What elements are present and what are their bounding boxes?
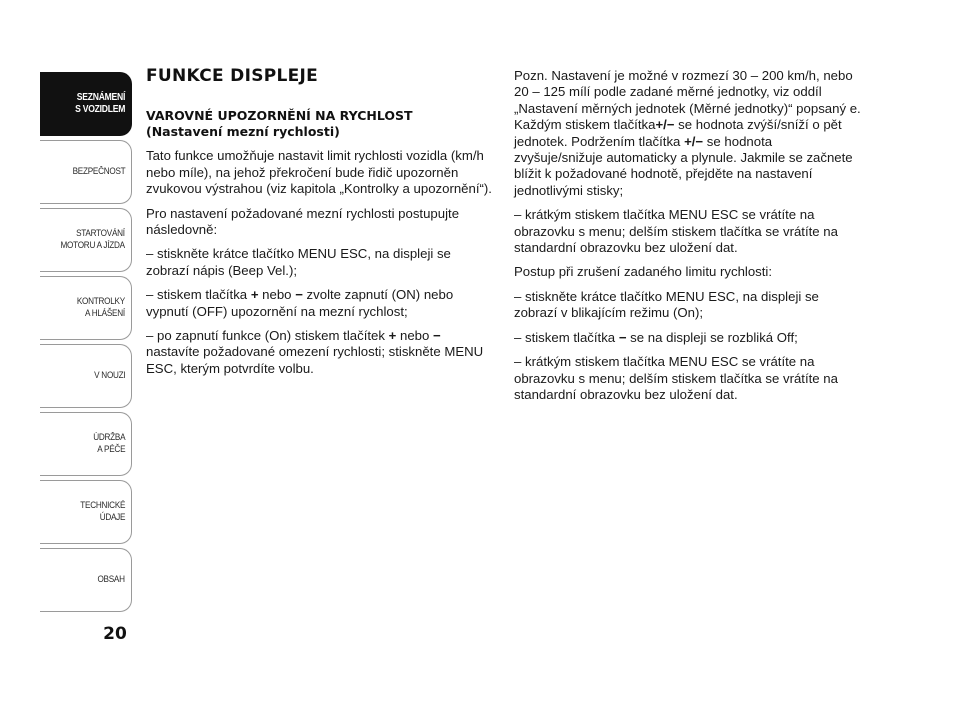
tab-label: BEZPEČNOST xyxy=(72,166,125,177)
text: – stiskem tlačítka xyxy=(146,287,251,303)
plus-minus-symbol: +/− xyxy=(655,117,675,133)
tab-obsah[interactable] xyxy=(40,548,132,612)
minus-symbol: − xyxy=(433,328,441,344)
section-title: FUNKCE DISPLEJE xyxy=(146,66,319,86)
text: – stiskem tlačítka xyxy=(514,329,619,345)
plus-symbol: + xyxy=(388,328,397,344)
step-3 xyxy=(146,328,496,377)
subheading xyxy=(146,108,496,140)
minus-symbol: − xyxy=(295,287,303,303)
left-column xyxy=(146,68,496,385)
subheading-line-2: (Nastavení mezní rychlosti) xyxy=(146,124,340,140)
cancel-step-1: – stiskněte krátce tlačítko MENU ESC, na displeji se zobrazí v blikajícím režimu (On); xyxy=(514,288,819,321)
chapter-tabs xyxy=(40,72,132,616)
text: nebo xyxy=(396,328,433,344)
text: zvolte zapnutí (ON) nebo vypnutí (OFF) upozornění na mezní rychlost; xyxy=(146,287,454,319)
tab-kontrolky-a-hlaseni[interactable] xyxy=(40,276,132,340)
tab-seznameni-s-vozidlem[interactable] xyxy=(40,72,132,136)
page-number: 20 xyxy=(103,624,127,644)
text: Pozn. Nastavení je možné v rozmezí 30 – 200 km/h, nebo 20 – 125 mílí podle zadané měrné jednotky, viz oddíl „Nastavení měrných jednotek (Měrné jednotky)“ popsaný e. Každým stiskem tlačítka xyxy=(514,68,861,133)
tab-v-nouzi[interactable] xyxy=(40,344,132,408)
step-1: – stiskněte krátce tlačítko MENU ESC, na displeji se zobrazí nápis (Beep Vel.); xyxy=(146,246,451,278)
tab-label: ÚDRŽBA A PÉČE xyxy=(92,432,125,455)
tab-label: TECHNICKÉ ÚDAJE xyxy=(80,500,125,523)
plus-minus-symbol: +/− xyxy=(684,133,704,149)
tab-udrzba-a-pece[interactable] xyxy=(40,412,132,476)
subheading-line-1: VAROVNÉ UPOZORNĚNÍ NA RYCHLOST xyxy=(146,108,413,124)
tab-label: SEZNÁMENÍ S VOZIDLEM xyxy=(75,92,125,115)
tab-technicke-udaje[interactable] xyxy=(40,480,132,544)
cancel-step-2 xyxy=(514,330,864,346)
text: se hodnota zvyšuje/snižuje automaticky a plynule. Jakmile se začnete blížit k požadované hodnotě, přejděte na nastavení jednotlivými stisky; xyxy=(514,133,853,198)
plus-symbol: + xyxy=(250,287,259,303)
paragraph-procedure: Pro nastavení požadované mezní rychlosti postupujte následovně: xyxy=(146,205,460,238)
paragraph-intro: Tato funkce umožňuje nastavit limit rychlosti vozidla (km/h nebo míle), na jehož překročení bude řidič upozorněn zvukovou výstrahou (viz kapitola „Kontrolky a upozornění“). xyxy=(146,148,492,197)
paragraph-cancel-procedure: Postup při zrušení zadaného limitu rychlosti: xyxy=(514,264,773,280)
minus-symbol: − xyxy=(618,329,627,345)
text: se na displeji se rozbliká Off; xyxy=(626,329,798,345)
text: nebo xyxy=(258,287,296,303)
text: se hodnota zvýší/sníží o pět jednotek. Podržením tlačítka xyxy=(514,117,842,149)
note-paragraph xyxy=(514,68,864,199)
right-column xyxy=(514,68,864,411)
step-4: – krátkým stiskem tlačítka MENU ESC se vrátíte na obrazovku s menu; delším stiskem tlačítka se vrátíte na standardní obrazovku bez uložení dat. xyxy=(514,207,838,256)
tab-label: OBSAH xyxy=(97,574,125,585)
text: nastavíte požadované omezení rychlosti; stiskněte MENU ESC, kterým potvrdíte volbu. xyxy=(146,344,484,376)
tab-label: V NOUZI xyxy=(93,370,125,381)
tab-label: KONTROLKY A HLÁŠENÍ xyxy=(76,296,125,319)
tab-bezpecnost[interactable] xyxy=(40,140,132,204)
tab-startovani-motoru[interactable] xyxy=(40,208,132,272)
text: – po zapnutí funkce (On) stiskem tlačítek xyxy=(146,328,389,344)
cancel-step-3: – krátkým stiskem tlačítka MENU ESC se vrátíte na obrazovku s menu; delším stiskem tlačítka se vrátíte na standardní obrazovku bez uložení dat. xyxy=(514,354,838,402)
tab-label: STARTOVÁNÍ MOTORU A JÍZDA xyxy=(60,228,125,251)
step-2 xyxy=(146,287,496,320)
